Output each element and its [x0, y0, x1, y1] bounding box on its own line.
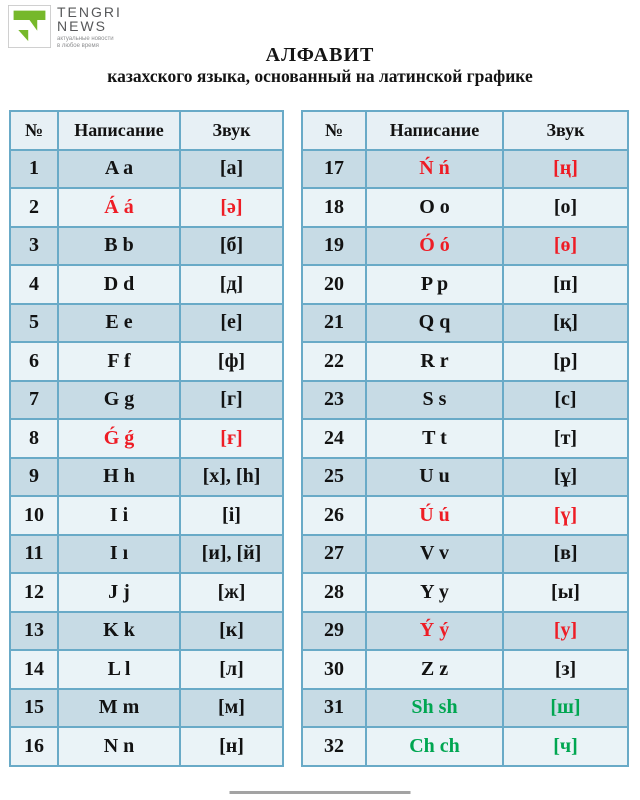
- logo-tagline-line1: актуальные новости: [57, 36, 114, 42]
- row-number: 25: [303, 459, 365, 496]
- letter-sound: [қ]: [504, 305, 627, 342]
- column-header-num: №: [303, 112, 365, 149]
- letter-sound: [ң]: [504, 151, 627, 188]
- letter-writing: Ý ý: [367, 613, 502, 650]
- letter-sound: [i]: [181, 497, 282, 534]
- letter-sound: [н]: [181, 728, 282, 765]
- letter-writing: Z z: [367, 651, 502, 688]
- letter-writing: Y y: [367, 574, 502, 611]
- row-number: 27: [303, 536, 365, 573]
- letter-sound: [ө]: [504, 228, 627, 265]
- letter-sound: [г]: [181, 382, 282, 419]
- letter-writing: Ń ń: [367, 151, 502, 188]
- letter-writing: A a: [59, 151, 179, 188]
- letter-sound: [р]: [504, 343, 627, 380]
- letter-writing: J j: [59, 574, 179, 611]
- row-number: 28: [303, 574, 365, 611]
- letter-writing: R r: [367, 343, 502, 380]
- row-number: 31: [303, 690, 365, 727]
- row-number: 29: [303, 613, 365, 650]
- letter-sound: [ұ]: [504, 459, 627, 496]
- column-header-sound: Звук: [504, 112, 627, 149]
- logo-brand-line1: TENGRI: [57, 4, 122, 20]
- letter-sound: [ғ]: [181, 420, 282, 457]
- letter-sound: [ч]: [504, 728, 627, 765]
- logo-tagline-line2: в любое время: [57, 43, 99, 49]
- letter-writing: K k: [59, 613, 179, 650]
- letter-writing: S s: [367, 382, 502, 419]
- row-number: 21: [303, 305, 365, 342]
- alphabet-table-right: [301, 110, 629, 767]
- letter-writing: U u: [367, 459, 502, 496]
- letter-sound: [ә]: [181, 189, 282, 226]
- letter-sound: [п]: [504, 266, 627, 303]
- letter-writing: Sh sh: [367, 690, 502, 727]
- letter-writing: O o: [367, 189, 502, 226]
- letter-sound: [д]: [181, 266, 282, 303]
- row-number: 26: [303, 497, 365, 534]
- letter-writing: L l: [59, 651, 179, 688]
- letter-writing: E e: [59, 305, 179, 342]
- row-number: 9: [11, 459, 57, 496]
- letter-sound: [б]: [181, 228, 282, 265]
- logo-brand-line2: NEWS: [57, 18, 107, 34]
- row-number: 12: [11, 574, 57, 611]
- letter-sound: [с]: [504, 382, 627, 419]
- row-number: 15: [11, 690, 57, 727]
- row-number: 7: [11, 382, 57, 419]
- alphabet-tables: [9, 110, 629, 767]
- letter-writing: I i: [59, 497, 179, 534]
- letter-sound: [ж]: [181, 574, 282, 611]
- letter-writing: M m: [59, 690, 179, 727]
- letter-sound: [ф]: [181, 343, 282, 380]
- letter-writing: Á á: [59, 189, 179, 226]
- letter-sound: [ы]: [504, 574, 627, 611]
- letter-writing: P p: [367, 266, 502, 303]
- letter-sound: [л]: [181, 651, 282, 688]
- letter-sound: [ү]: [504, 497, 627, 534]
- row-number: 5: [11, 305, 57, 342]
- row-number: 30: [303, 651, 365, 688]
- bottom-divider-line: [230, 791, 411, 794]
- letter-writing: T t: [367, 420, 502, 457]
- row-number: 17: [303, 151, 365, 188]
- letter-sound: [з]: [504, 651, 627, 688]
- letter-sound: [и], [й]: [181, 536, 282, 573]
- row-number: 2: [11, 189, 57, 226]
- page-subtitle: казахского языка, основанный на латинской графике: [107, 66, 533, 86]
- letter-writing: Ch ch: [367, 728, 502, 765]
- row-number: 16: [11, 728, 57, 765]
- letter-sound: [о]: [504, 189, 627, 226]
- column-header-writing: Написание: [367, 112, 502, 149]
- column-header-num: №: [11, 112, 57, 149]
- column-header-sound: Звук: [181, 112, 282, 149]
- page-title: АЛФАВИТ: [265, 44, 375, 66]
- letter-writing: Ó ó: [367, 228, 502, 265]
- letter-writing: N n: [59, 728, 179, 765]
- row-number: 1: [11, 151, 57, 188]
- letter-sound: [к]: [181, 613, 282, 650]
- letter-writing: V v: [367, 536, 502, 573]
- letter-writing: B b: [59, 228, 179, 265]
- row-number: 23: [303, 382, 365, 419]
- letter-sound: [у]: [504, 613, 627, 650]
- letter-sound: [м]: [181, 690, 282, 727]
- row-number: 20: [303, 266, 365, 303]
- tengrinews-logo-icon: [8, 5, 51, 48]
- row-number: 10: [11, 497, 57, 534]
- letter-writing: H h: [59, 459, 179, 496]
- letter-writing: D d: [59, 266, 179, 303]
- letter-writing: F f: [59, 343, 179, 380]
- letter-sound: [т]: [504, 420, 627, 457]
- row-number: 4: [11, 266, 57, 303]
- letter-sound: [а]: [181, 151, 282, 188]
- letter-writing: Q q: [367, 305, 502, 342]
- row-number: 8: [11, 420, 57, 457]
- row-number: 32: [303, 728, 365, 765]
- row-number: 13: [11, 613, 57, 650]
- row-number: 22: [303, 343, 365, 380]
- row-number: 14: [11, 651, 57, 688]
- page-title-block: [0, 44, 640, 87]
- letter-sound: [в]: [504, 536, 627, 573]
- row-number: 11: [11, 536, 57, 573]
- letter-writing: I ı: [59, 536, 179, 573]
- letter-sound: [е]: [181, 305, 282, 342]
- row-number: 3: [11, 228, 57, 265]
- column-header-writing: Написание: [59, 112, 179, 149]
- alphabet-table-left: [9, 110, 284, 767]
- letter-writing: G g: [59, 382, 179, 419]
- letter-sound: [ш]: [504, 690, 627, 727]
- letter-writing: Ǵ ǵ: [59, 420, 179, 457]
- row-number: 18: [303, 189, 365, 226]
- row-number: 6: [11, 343, 57, 380]
- letter-writing: Ú ú: [367, 497, 502, 534]
- letter-sound: [х], [h]: [181, 459, 282, 496]
- row-number: 19: [303, 228, 365, 265]
- row-number: 24: [303, 420, 365, 457]
